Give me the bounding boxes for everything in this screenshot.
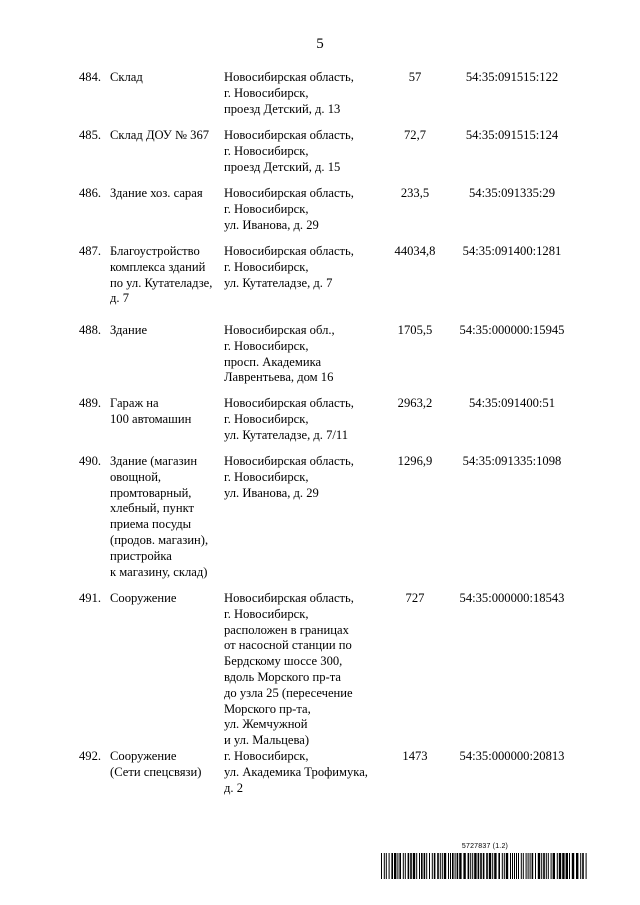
barcode-bar bbox=[381, 853, 382, 879]
item-name: Здание (магазин овощной, промтоварный, хлебный, пункт приема посуды (продов. магазин), пристройка к магазину, склад) bbox=[110, 454, 209, 579]
barcode-bar bbox=[535, 853, 536, 879]
barcode-bar bbox=[514, 853, 515, 879]
barcode-bar bbox=[504, 853, 505, 879]
barcode-bar bbox=[413, 853, 415, 879]
barcode-bar bbox=[532, 853, 534, 879]
barcode-bar bbox=[384, 853, 385, 879]
item-cadastral-number: 54:35:091335:29 bbox=[468, 186, 556, 200]
barcode-bar bbox=[510, 853, 511, 879]
item-number: 492. bbox=[79, 749, 102, 763]
barcode-bar bbox=[543, 853, 545, 879]
item-address: Новосибирская область, г. Новосибирск, ул. Кутателадзе, д. 7/11 bbox=[224, 396, 354, 442]
barcode-bar bbox=[403, 853, 404, 879]
barcode-bar bbox=[448, 853, 449, 879]
item-area: 233,5 bbox=[400, 186, 430, 200]
barcode-bar bbox=[410, 853, 412, 879]
barcode-bar bbox=[399, 853, 401, 879]
barcode-bar bbox=[457, 853, 459, 879]
item-name: Склад ДОУ № 367 bbox=[110, 128, 210, 142]
item-name: Склад bbox=[110, 70, 143, 84]
barcode-bar bbox=[442, 853, 443, 879]
barcode-bar bbox=[518, 853, 519, 879]
barcode-bar bbox=[502, 853, 503, 879]
document-code: 5727837 (1.2) bbox=[461, 843, 509, 850]
item-area: 72,7 bbox=[403, 128, 427, 142]
item-cadastral-number: 54:35:091400:1281 bbox=[462, 244, 562, 258]
item-area: 1296,9 bbox=[397, 454, 433, 468]
barcode-bar bbox=[421, 853, 423, 879]
item-cadastral-number: 54:35:000000:20813 bbox=[459, 749, 565, 763]
barcode-bar bbox=[455, 853, 456, 879]
item-cadastral-number: 54:35:000000:15945 bbox=[459, 323, 565, 337]
barcode-bar bbox=[576, 853, 578, 879]
item-name: Здание bbox=[110, 323, 148, 337]
document-footer bbox=[381, 843, 589, 891]
barcode-bar bbox=[452, 853, 454, 879]
item-area: 57 bbox=[408, 70, 422, 84]
barcode-bar bbox=[463, 853, 465, 879]
item-number: 489. bbox=[79, 396, 102, 410]
barcode-bar bbox=[553, 853, 555, 879]
item-number: 485. bbox=[79, 128, 102, 142]
item-address: Новосибирская область, г. Новосибирск, ул. Иванова, д. 29 bbox=[224, 454, 354, 500]
item-number: 486. bbox=[79, 186, 102, 200]
barcode-bar bbox=[432, 853, 433, 879]
barcode-bar bbox=[434, 853, 436, 879]
barcode-bar bbox=[551, 853, 552, 879]
barcode-bar bbox=[408, 853, 410, 879]
item-number: 487. bbox=[79, 244, 102, 258]
barcode-bar bbox=[559, 853, 561, 879]
page-number: 5 bbox=[316, 36, 324, 52]
barcode-bar bbox=[405, 853, 406, 879]
item-name: Сооружение (Сети спецсвязи) bbox=[110, 749, 202, 779]
barcode-bar bbox=[580, 853, 581, 879]
item-address: Новосибирская область, г. Новосибирск, расположен в границах от насосной станции по Бердскому шоссе 300, вдоль Морского пр-та до узла 25 (пересечение Морского пр-та, ул. Жемчужной и ул. Мальцева) bbox=[224, 591, 354, 748]
item-number: 488. bbox=[79, 323, 102, 337]
item-cadastral-number: 54:35:091515:122 bbox=[465, 70, 559, 84]
barcode-bar bbox=[562, 853, 564, 879]
barcode-bar bbox=[516, 853, 517, 879]
item-name: Гараж на 100 автомашин bbox=[110, 396, 192, 426]
item-number: 491. bbox=[79, 591, 102, 605]
barcode-bar bbox=[506, 853, 508, 879]
barcode-bar bbox=[480, 853, 482, 879]
barcode-bar bbox=[489, 853, 491, 879]
item-address: Новосибирская область, г. Новосибирск, ул. Кутателадзе, д. 7 bbox=[224, 244, 354, 290]
item-cadastral-number: 54:35:091515:124 bbox=[465, 128, 559, 142]
barcode-icon bbox=[381, 853, 589, 879]
barcode-bar bbox=[444, 853, 446, 879]
barcode-bar bbox=[557, 853, 558, 879]
barcode-bar bbox=[474, 853, 476, 879]
item-area: 2963,2 bbox=[397, 396, 433, 410]
barcode-bar bbox=[528, 853, 529, 879]
barcode-bar bbox=[470, 853, 471, 879]
barcode-bar bbox=[459, 853, 461, 879]
barcode-bar bbox=[492, 853, 493, 879]
item-cadastral-number: 54:35:000000:18543 bbox=[459, 591, 565, 605]
barcode-bar bbox=[472, 853, 473, 879]
barcode-bar bbox=[512, 853, 513, 879]
barcode-bar bbox=[530, 853, 531, 879]
item-number: 484. bbox=[79, 70, 102, 84]
barcode-bar bbox=[394, 853, 396, 879]
barcode-bar bbox=[582, 853, 584, 879]
item-area: 44034,8 bbox=[394, 244, 436, 258]
barcode-bar bbox=[483, 853, 485, 879]
barcode-bar bbox=[526, 853, 527, 879]
barcode-bar bbox=[538, 853, 540, 879]
barcode-bar bbox=[521, 853, 522, 879]
item-cadastral-number: 54:35:091335:1098 bbox=[462, 454, 562, 468]
item-name: Благоустройство комплекса зданий по ул. Кутателадзе, д. 7 bbox=[110, 244, 213, 306]
barcode-bar bbox=[541, 853, 542, 879]
item-area: 1705,5 bbox=[397, 323, 433, 337]
barcode-bar bbox=[468, 853, 470, 879]
item-name: Здание хоз. сарая bbox=[110, 186, 203, 200]
barcode-bar bbox=[419, 853, 420, 879]
item-name: Сооружение bbox=[110, 591, 177, 605]
barcode-bar bbox=[523, 853, 524, 879]
item-area: 727 bbox=[405, 591, 425, 605]
item-area: 1473 bbox=[402, 749, 428, 763]
barcode-bar bbox=[389, 853, 390, 879]
barcode-bar bbox=[498, 853, 500, 879]
barcode-bar bbox=[486, 853, 488, 879]
barcode-bar bbox=[569, 853, 570, 879]
barcode-bar bbox=[416, 853, 417, 879]
barcode-bar bbox=[386, 853, 387, 879]
barcode-bar bbox=[426, 853, 427, 879]
barcode-bar bbox=[440, 853, 441, 879]
barcode-bar bbox=[586, 853, 587, 879]
barcode-bar bbox=[397, 853, 398, 879]
item-address: г. Новосибирск, ул. Академика Трофимука, д. 2 bbox=[224, 749, 368, 795]
item-number: 490. bbox=[79, 454, 102, 468]
item-address: Новосибирская область, г. Новосибирск, ул. Иванова, д. 29 bbox=[224, 186, 354, 232]
barcode-bar bbox=[548, 853, 549, 879]
barcode-bar bbox=[437, 853, 439, 879]
item-address: Новосибирская обл., г. Новосибирск, просп. Академика Лаврентьева, дом 16 bbox=[224, 323, 335, 385]
barcode-bar bbox=[566, 853, 568, 879]
barcode-bar bbox=[546, 853, 547, 879]
item-address: Новосибирская область, г. Новосибирск, проезд Детский, д. 15 bbox=[224, 128, 354, 174]
barcode-bar bbox=[429, 853, 430, 879]
barcode-bar bbox=[391, 853, 393, 879]
barcode-bar bbox=[478, 853, 480, 879]
item-address: Новосибирская область, г. Новосибирск, проезд Детский, д. 13 bbox=[224, 70, 354, 116]
barcode-bar bbox=[450, 853, 451, 879]
barcode-bar bbox=[424, 853, 426, 879]
barcode-bar bbox=[572, 853, 574, 879]
item-cadastral-number: 54:35:091400:51 bbox=[468, 396, 556, 410]
barcode-bar bbox=[494, 853, 496, 879]
